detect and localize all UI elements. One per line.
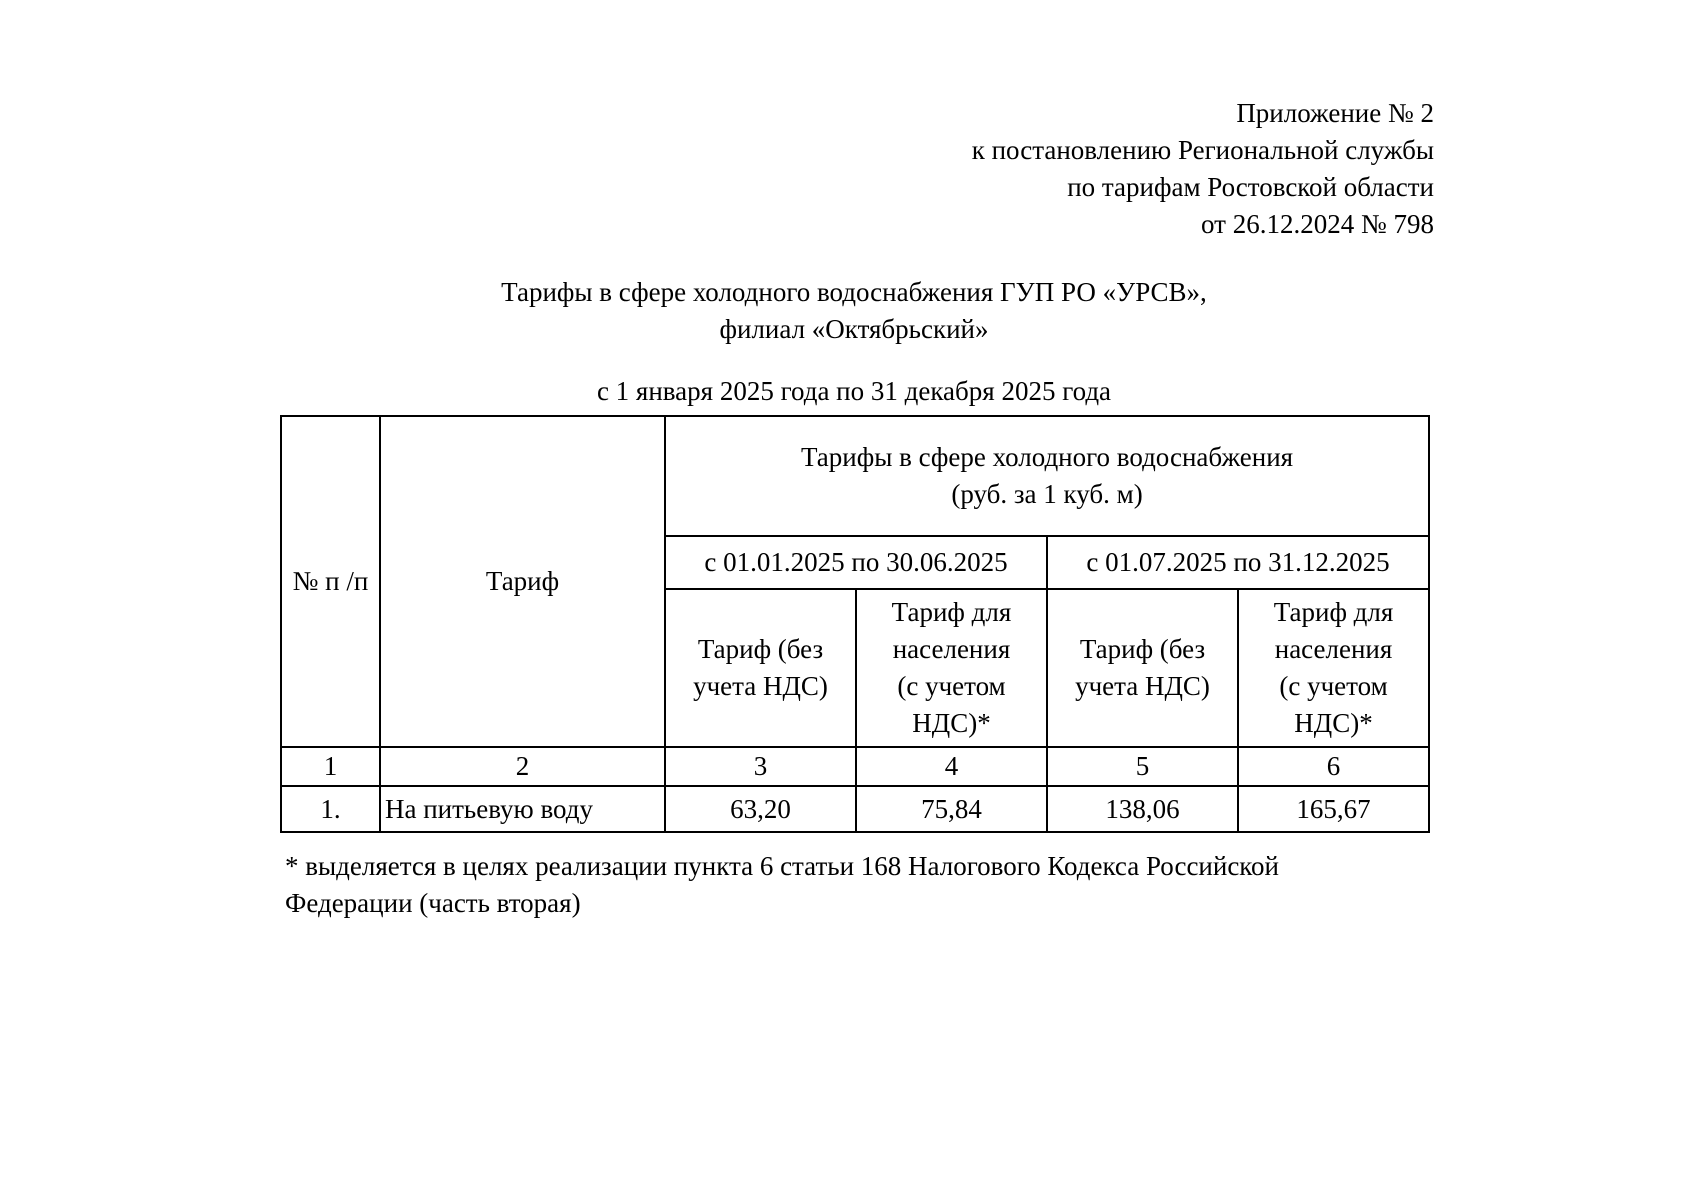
header-tariff: Тариф — [380, 416, 665, 747]
appendix-resolution: к постановлению Региональной службы — [971, 135, 1434, 165]
footnote — [285, 848, 1435, 922]
column-number: 3 — [665, 747, 856, 786]
header-population-2-line-3: (с учетом — [1279, 671, 1388, 701]
row-value-no-vat-period-2: 138,06 — [1047, 786, 1238, 832]
header-population-1-line-1: Тариф для — [891, 597, 1012, 627]
header-population-1-line-3: (с учетом — [897, 671, 1006, 701]
appendix-block — [972, 95, 1434, 243]
header-number: № п /п — [281, 416, 380, 747]
appendix-number: Приложение № 2 — [1236, 98, 1434, 128]
column-number: 1 — [281, 747, 380, 786]
header-population-2 — [1238, 589, 1429, 747]
header-period-2: с 01.07.2025 по 31.12.2025 — [1047, 536, 1429, 589]
header-group-line-1: Тарифы в сфере холодного водоснабжения — [800, 442, 1294, 472]
header-tariff-group — [665, 416, 1429, 536]
footnote-line-1: * выделяется в целях реализации пункта 6 статьи 168 Налогового Кодекса Российской — [285, 851, 1280, 881]
header-group-line-2: (руб. за 1 куб. м) — [951, 479, 1143, 509]
header-population-1-line-2: населения — [892, 634, 1011, 664]
row-tariff-name: На питьевую воду — [380, 786, 665, 832]
header-no-vat-2-line-1: Тариф (без — [1079, 634, 1206, 664]
appendix-date: от 26.12.2024 № 798 — [1201, 209, 1434, 239]
header-population-2-line-4: НДС)* — [1294, 708, 1373, 738]
column-number: 2 — [380, 747, 665, 786]
title-line-2: филиал «Октябрьский» — [719, 314, 989, 344]
header-population-1-line-4: НДС)* — [912, 708, 991, 738]
row-value-population-period-1: 75,84 — [856, 786, 1047, 832]
row-value-no-vat-period-1: 63,20 — [665, 786, 856, 832]
document-title — [280, 274, 1428, 348]
column-number: 4 — [856, 747, 1047, 786]
row-number: 1. — [281, 786, 380, 832]
title-line-1: Тарифы в сфере холодного водоснабжения ГУП РО «УРСВ», — [501, 277, 1207, 307]
header-population-2-line-1: Тариф для — [1273, 597, 1394, 627]
header-no-vat-1-line-1: Тариф (без — [697, 634, 824, 664]
footnote-line-2: Федерации (часть вторая) — [285, 888, 581, 918]
header-no-vat-2 — [1047, 589, 1238, 747]
header-period-1: с 01.01.2025 по 30.06.2025 — [665, 536, 1047, 589]
tariff-table — [280, 415, 1430, 833]
header-population-2-line-2: населения — [1274, 634, 1393, 664]
validity-period: с 1 января 2025 года по 31 декабря 2025 года — [596, 376, 1112, 406]
appendix-authority: по тарифам Ростовской области — [1067, 172, 1434, 202]
header-no-vat-1-line-2: учета НДС) — [693, 671, 828, 701]
column-number-row — [281, 747, 1429, 786]
header-no-vat-2-line-2: учета НДС) — [1075, 671, 1210, 701]
header-population-1 — [856, 589, 1047, 747]
column-number: 5 — [1047, 747, 1238, 786]
table-row — [281, 786, 1429, 832]
header-row-group — [281, 416, 1429, 536]
header-no-vat-1 — [665, 589, 856, 747]
row-value-population-period-2: 165,67 — [1238, 786, 1429, 832]
column-number: 6 — [1238, 747, 1429, 786]
